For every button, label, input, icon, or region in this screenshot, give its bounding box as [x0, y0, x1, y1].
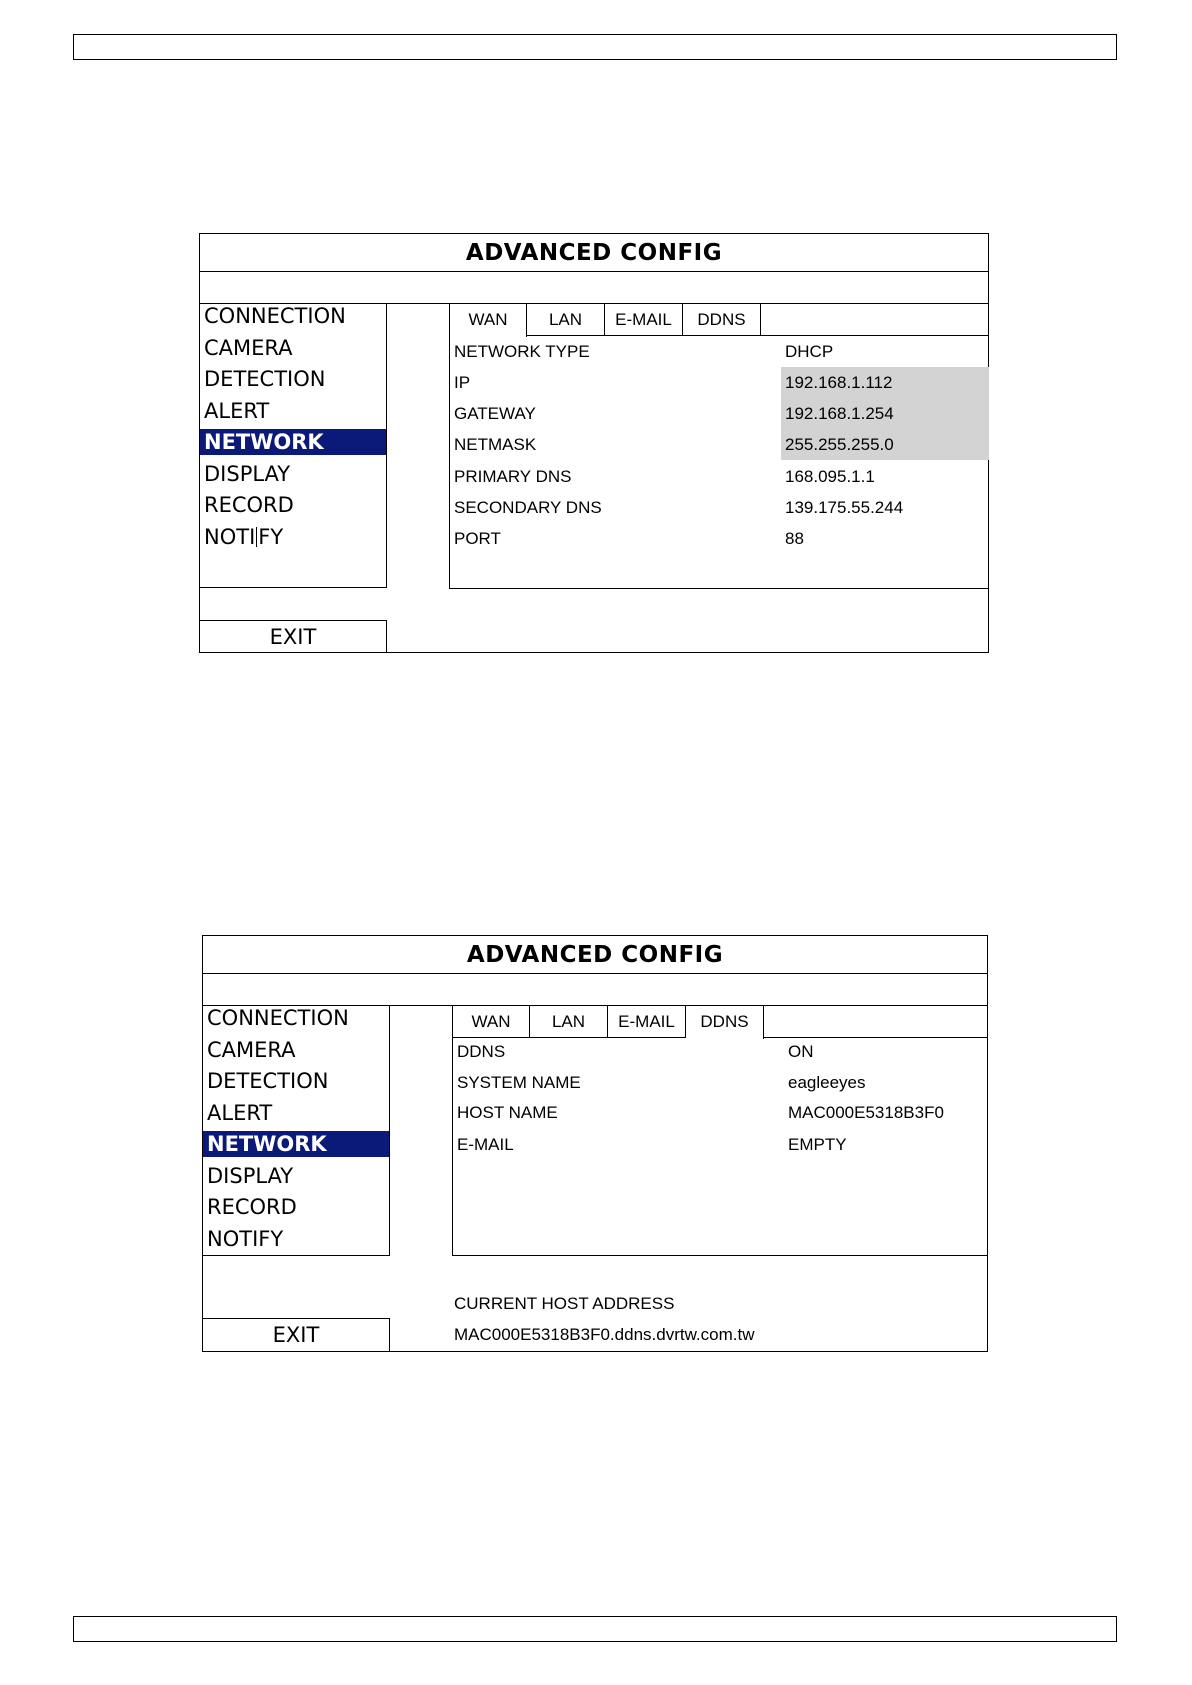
menu-item-display[interactable]: DISPLAY: [204, 462, 291, 486]
value-network-type[interactable]: DHCP: [785, 342, 834, 361]
menu-item-network[interactable]: NETWORK: [200, 429, 386, 455]
row-system-name: [453, 1067, 988, 1098]
menu-item-detection[interactable]: DETECTION: [207, 1069, 329, 1093]
value-ip[interactable]: 192.168.1.112: [781, 367, 989, 398]
row-email: [453, 1129, 988, 1160]
menu-item-notify[interactable]: NOTIFY: [207, 1227, 284, 1251]
menu-item-notify-part1: NOTI: [204, 525, 256, 549]
row-network-type: [450, 336, 989, 367]
label-primary-dns: PRIMARY DNS: [454, 467, 572, 486]
menu-item-alert[interactable]: ALERT: [207, 1101, 273, 1125]
row-gateway: [450, 398, 989, 429]
row-primary-dns: [450, 461, 989, 492]
ddns-content: [452, 1005, 988, 1256]
menu-item-camera[interactable]: CAMERA: [207, 1038, 296, 1062]
label-email: E-MAIL: [457, 1135, 514, 1154]
value-secondary-dns[interactable]: 139.175.55.244: [785, 498, 904, 517]
wan-content: [449, 303, 989, 589]
menu-item-alert[interactable]: ALERT: [204, 399, 270, 423]
advanced-config-panel-wan: [199, 233, 989, 653]
tab-bar: [453, 1005, 988, 1038]
tab-top-border: [450, 303, 989, 304]
row-netmask: [450, 429, 989, 460]
value-gateway[interactable]: 192.168.1.254: [781, 398, 989, 429]
menu-item-detection[interactable]: DETECTION: [204, 367, 326, 391]
panel-title: ADVANCED CONFIG: [203, 936, 987, 974]
value-port[interactable]: 88: [785, 529, 804, 548]
tab-ddns[interactable]: DDNS: [686, 1005, 764, 1039]
tab-bar: [450, 303, 989, 336]
value-netmask[interactable]: 255.255.255.0: [781, 429, 989, 460]
value-email[interactable]: EMPTY: [788, 1135, 847, 1154]
label-netmask: NETMASK: [454, 435, 537, 454]
page-footer-box: [73, 1616, 1117, 1642]
tab-email[interactable]: E-MAIL: [605, 303, 683, 336]
label-port: PORT: [454, 529, 501, 548]
current-host-address-label: CURRENT HOST ADDRESS: [454, 1294, 675, 1313]
menu-item-notify-part2: FY: [258, 525, 284, 549]
label-secondary-dns: SECONDARY DNS: [454, 498, 602, 517]
label-host-name: HOST NAME: [457, 1103, 558, 1122]
tab-lan[interactable]: LAN: [530, 1005, 608, 1038]
tab-ddns[interactable]: DDNS: [683, 303, 761, 336]
menu-item-record[interactable]: RECORD: [207, 1195, 297, 1219]
tab-lan[interactable]: LAN: [527, 303, 605, 336]
row-ddns: [453, 1036, 988, 1067]
menu-item-notify[interactable]: [200, 524, 386, 550]
panel-title: ADVANCED CONFIG: [200, 234, 988, 272]
value-ddns[interactable]: ON: [788, 1042, 814, 1061]
tab-wan[interactable]: WAN: [453, 1005, 530, 1038]
label-gateway: GATEWAY: [454, 404, 536, 423]
menu-item-camera[interactable]: CAMERA: [204, 336, 293, 360]
exit-button[interactable]: EXIT: [203, 1318, 390, 1352]
tab-wan[interactable]: WAN: [450, 303, 527, 337]
row-secondary-dns: [450, 492, 989, 523]
tab-top-border: [453, 1005, 988, 1006]
label-network-type: NETWORK TYPE: [454, 342, 590, 361]
label-ddns: DDNS: [457, 1042, 506, 1061]
menu-item-display[interactable]: DISPLAY: [207, 1164, 294, 1188]
page-header-box: [73, 34, 1117, 60]
row-ip: [450, 367, 989, 398]
menu-item-network[interactable]: NETWORK: [203, 1131, 389, 1157]
side-menu: [203, 1005, 390, 1256]
label-system-name: SYSTEM NAME: [457, 1073, 581, 1092]
current-host-address-value: MAC000E5318B3F0.ddns.dvrtw.com.tw: [454, 1325, 755, 1344]
side-menu: [200, 303, 387, 588]
row-host-name: [453, 1097, 988, 1128]
value-host-name[interactable]: MAC000E5318B3F0: [788, 1103, 944, 1122]
tab-email[interactable]: E-MAIL: [608, 1005, 686, 1038]
value-primary-dns[interactable]: 168.095.1.1: [785, 467, 875, 486]
value-system-name[interactable]: eagleeyes: [788, 1073, 866, 1092]
menu-item-record[interactable]: RECORD: [204, 493, 294, 517]
exit-button[interactable]: EXIT: [200, 620, 387, 653]
advanced-config-panel-ddns: [202, 935, 988, 1352]
menu-item-connection[interactable]: CONNECTION: [204, 304, 346, 328]
label-ip: IP: [454, 373, 471, 392]
row-port: [450, 523, 989, 554]
menu-item-connection[interactable]: CONNECTION: [207, 1006, 349, 1030]
